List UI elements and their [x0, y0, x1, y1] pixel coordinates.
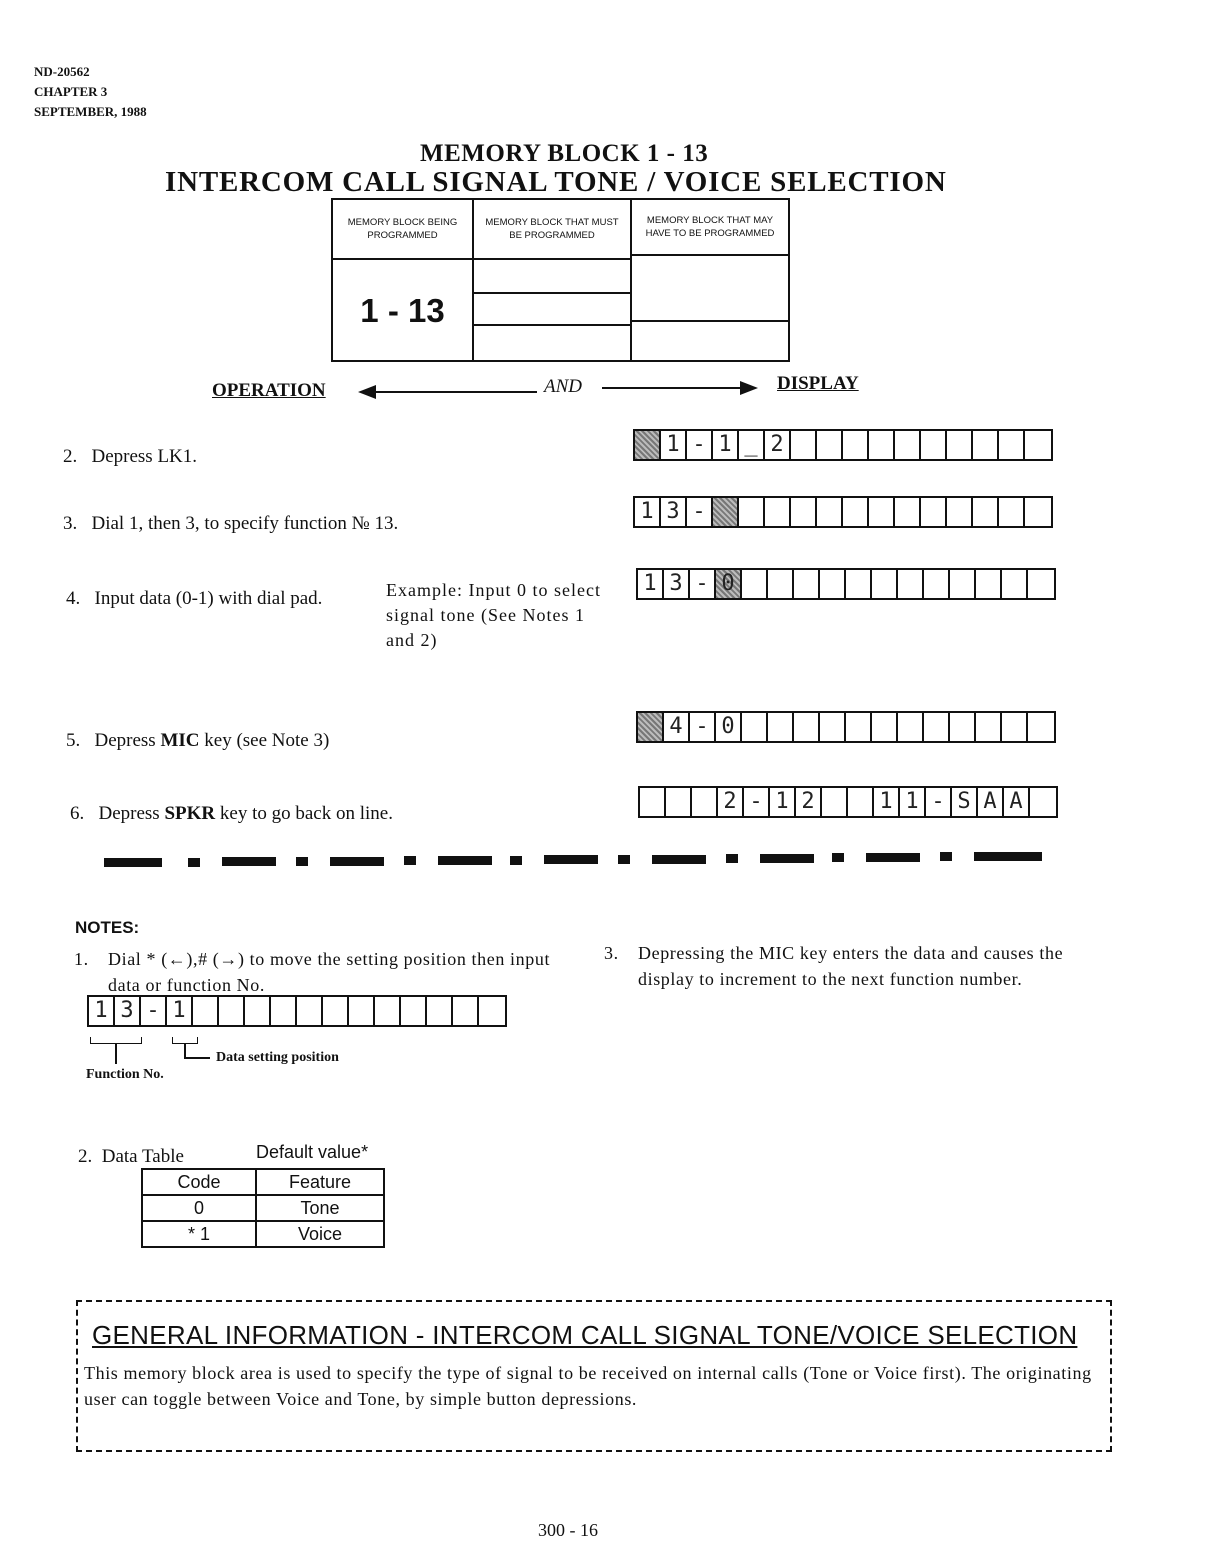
lcd-cell: [1030, 788, 1056, 816]
lcd-cell: [453, 997, 479, 1025]
table-row: [142, 1195, 384, 1221]
lcd-cell: [666, 788, 692, 816]
lcd-cell: [976, 713, 1002, 741]
column-header: MEMORY BLOCK THAT MAY HAVE TO BE PROGRAMMED: [632, 200, 788, 256]
lcd-cell: 3: [115, 997, 141, 1025]
general-information-body: This memory block area is used to specify the type of signal to be received on internal calls (Tone or Voice first). The originating user can toggle between Voice and Tone, by simple button depressions.: [84, 1363, 1092, 1409]
lcd-display-step-6: [638, 786, 1058, 818]
lcd-cell: [869, 498, 895, 526]
note-number: 3.: [604, 943, 619, 963]
lcd-cell: A: [978, 788, 1004, 816]
memory-block-table: [331, 198, 790, 362]
lcd-cell: [950, 570, 976, 598]
document-header: [34, 62, 147, 122]
function-bracket: [90, 1037, 142, 1044]
note-number: 1.: [74, 949, 89, 969]
page-number: 300 - 16: [538, 1520, 598, 1540]
lcd-cell: [791, 498, 817, 526]
lcd-cell: [921, 431, 947, 459]
lcd-cell: [323, 997, 349, 1025]
lcd-cell: 1: [874, 788, 900, 816]
key-name-mic: MIC: [160, 730, 200, 751]
lcd-cell: [947, 498, 973, 526]
lcd-cell: [924, 570, 950, 598]
lcd-cell: -: [690, 713, 716, 741]
lcd-cell: [947, 431, 973, 459]
step-text: key to go back on line.: [215, 803, 393, 824]
lcd-cell: -: [926, 788, 952, 816]
lcd-cell: 1: [638, 570, 664, 598]
step-text: Depress: [98, 803, 165, 824]
lcd-cell: [973, 498, 999, 526]
memory-block-may-be-programmed-column: [632, 200, 788, 360]
lcd-cell: [822, 788, 848, 816]
step-number: 6.: [70, 803, 85, 824]
lcd-cell: [869, 431, 895, 459]
column-header: MEMORY BLOCK BEING PROGRAMMED: [333, 200, 472, 260]
lcd-cell: [817, 498, 843, 526]
lcd-cell: -: [687, 431, 713, 459]
lcd-cell: 1: [89, 997, 115, 1025]
lcd-cell: [1002, 713, 1028, 741]
lcd-cell: 0: [716, 570, 742, 598]
lcd-cell: -: [141, 997, 167, 1025]
lcd-cell: [640, 788, 666, 816]
lcd-cell: [872, 713, 898, 741]
function-number-label: Function No.: [86, 1067, 164, 1082]
lcd-cell: 1: [900, 788, 926, 816]
lcd-cell: [843, 498, 869, 526]
lcd-cell: [193, 997, 219, 1025]
lcd-cell: [846, 713, 872, 741]
step-4: [66, 588, 322, 610]
step-2: [63, 446, 197, 468]
display-label: DISPLAY: [777, 373, 859, 394]
step-number: 3.: [63, 513, 78, 534]
lcd-cell: [976, 570, 1002, 598]
table-cell: [474, 294, 630, 326]
table-row: [142, 1221, 384, 1247]
general-information-box: [76, 1300, 1112, 1452]
lcd-cell: [794, 570, 820, 598]
note-1-text: Dial * (←),# (→) to move the setting position then input data or function No.: [108, 949, 551, 995]
lcd-cell: 2: [796, 788, 822, 816]
data-pointer: [184, 1057, 210, 1059]
lcd-cell: [479, 997, 505, 1025]
lcd-cell: -: [744, 788, 770, 816]
lcd-cell: [768, 570, 794, 598]
table-cell: [474, 260, 630, 294]
chapter-label: CHAPTER 3: [34, 84, 108, 99]
lcd-cell: [846, 570, 872, 598]
column-header-feature: Feature: [256, 1169, 384, 1195]
lcd-cell: [219, 997, 245, 1025]
step-3: [63, 513, 398, 535]
lcd-cell: [245, 997, 271, 1025]
lcd-cell: _: [739, 431, 765, 459]
lcd-cell: -: [690, 570, 716, 598]
lcd-cell: [999, 431, 1025, 459]
lcd-cell: 3: [661, 498, 687, 526]
default-value-label: Default value*: [256, 1142, 369, 1162]
lcd-cell: 0: [716, 713, 742, 741]
lcd-cell: [427, 997, 453, 1025]
lcd-cell: [765, 498, 791, 526]
lcd-cell: [1002, 570, 1028, 598]
lcd-cell: [794, 713, 820, 741]
lcd-cell: [742, 713, 768, 741]
lcd-display-step-3: [633, 496, 1053, 528]
lcd-cell: [895, 431, 921, 459]
lcd-cell: [898, 570, 924, 598]
note-number: 2.: [78, 1146, 93, 1167]
date-label: SEPTEMBER, 1988: [34, 104, 147, 119]
operation-label: OPERATION: [212, 380, 326, 401]
code-cell: * 1: [142, 1221, 256, 1247]
data-bracket: [172, 1037, 198, 1044]
lcd-cell: [739, 498, 765, 526]
lcd-cell: [820, 570, 846, 598]
lcd-cell: 1: [713, 431, 739, 459]
code-cell: 0: [142, 1195, 256, 1221]
lcd-cell: [401, 997, 427, 1025]
lcd-cell: A: [1004, 788, 1030, 816]
lcd-cell: [973, 431, 999, 459]
general-information-title: GENERAL INFORMATION - INTERCOM CALL SIGNAL TONE/VOICE SELECTION: [92, 1320, 1078, 1350]
and-label: AND: [544, 376, 582, 397]
lcd-cell: [713, 498, 739, 526]
step-text: Input data (0-1) with dial pad.: [94, 588, 323, 609]
arrow-left-icon: [362, 391, 537, 393]
lcd-cell: 3: [664, 570, 690, 598]
lcd-cell: [1025, 431, 1051, 459]
feature-cell: Voice: [256, 1221, 384, 1247]
operation-display-heading: [212, 373, 877, 406]
lcd-cell: S: [952, 788, 978, 816]
doc-number: ND-20562: [34, 64, 90, 79]
lcd-cell: 1: [770, 788, 796, 816]
lcd-cell: 4: [664, 713, 690, 741]
lcd-cell: [1028, 570, 1054, 598]
lcd-display-step-2: [633, 429, 1053, 461]
lcd-cell: [768, 713, 794, 741]
lcd-cell: [843, 431, 869, 459]
data-pointer: [184, 1044, 186, 1058]
lcd-cell: [1025, 498, 1051, 526]
lcd-display-note-1: [87, 995, 507, 1027]
lcd-cell: [297, 997, 323, 1025]
lcd-cell: [692, 788, 718, 816]
example-text: Example: Input 0 to select signal tone (See Notes 1 and 2): [386, 580, 601, 650]
column-header: MEMORY BLOCK THAT MUST BE PROGRAMMED: [474, 200, 630, 260]
lcd-cell: [1028, 713, 1054, 741]
lcd-cell: [742, 570, 768, 598]
lcd-cell: [921, 498, 947, 526]
note-3-text: Depressing the MIC key enters the data and causes the display to increment to the next function number.: [638, 943, 1064, 989]
page-title-function: INTERCOM CALL SIGNAL TONE / VOICE SELECTION: [165, 166, 947, 198]
lcd-cell: 1: [661, 431, 687, 459]
data-table: [141, 1168, 385, 1248]
lcd-cell: [375, 997, 401, 1025]
step-text: Dial 1, then 3, to specify function № 13.: [91, 513, 399, 534]
lcd-cell: 1: [167, 997, 193, 1025]
memory-block-value: 1 - 13: [360, 292, 445, 329]
lcd-cell: 2: [765, 431, 791, 459]
step-number: 4.: [66, 588, 81, 609]
lcd-cell: [895, 498, 921, 526]
lcd-cell: [271, 997, 297, 1025]
lcd-cell: [820, 713, 846, 741]
lcd-cell: [872, 570, 898, 598]
lcd-display-step-5: [636, 711, 1056, 743]
memory-block-must-be-programmed-column: [474, 200, 632, 360]
feature-cell: Tone: [256, 1195, 384, 1221]
step-text: key (see Note 3): [199, 730, 330, 751]
lcd-cell: 2: [718, 788, 744, 816]
column-header-code: Code: [142, 1169, 256, 1195]
lcd-cell: [817, 431, 843, 459]
step-text: Depress LK1.: [91, 446, 198, 467]
lcd-cell: [999, 498, 1025, 526]
table-cell: [632, 256, 788, 322]
function-pointer: [115, 1044, 117, 1064]
table-header-row: [142, 1169, 384, 1195]
lcd-cell: 1: [635, 498, 661, 526]
lcd-cell: [848, 788, 874, 816]
data-table-label: Data Table: [101, 1146, 184, 1167]
lcd-display-step-4: [636, 568, 1056, 600]
page-title-memory-block: MEMORY BLOCK 1 - 13: [420, 140, 709, 167]
data-table-title: [78, 1146, 184, 1168]
lcd-cell: [638, 713, 664, 741]
arrow-right-icon: [602, 387, 752, 389]
lcd-cell: [950, 713, 976, 741]
step-6: [70, 803, 393, 825]
lcd-cell: [349, 997, 375, 1025]
step-number: 5.: [66, 730, 81, 751]
step-5: [66, 730, 329, 752]
notes-heading: NOTES:: [75, 918, 140, 937]
lcd-cell: [924, 713, 950, 741]
lcd-cell: [791, 431, 817, 459]
lcd-cell: [898, 713, 924, 741]
step-text: Depress: [94, 730, 161, 751]
data-setting-position-label: Data setting position: [216, 1050, 339, 1065]
lcd-cell: [635, 431, 661, 459]
section-separator: [104, 852, 1044, 866]
lcd-cell: -: [687, 498, 713, 526]
key-name-spkr: SPKR: [164, 803, 216, 824]
step-number: 2.: [63, 446, 78, 467]
memory-block-being-programmed-column: [333, 200, 474, 360]
